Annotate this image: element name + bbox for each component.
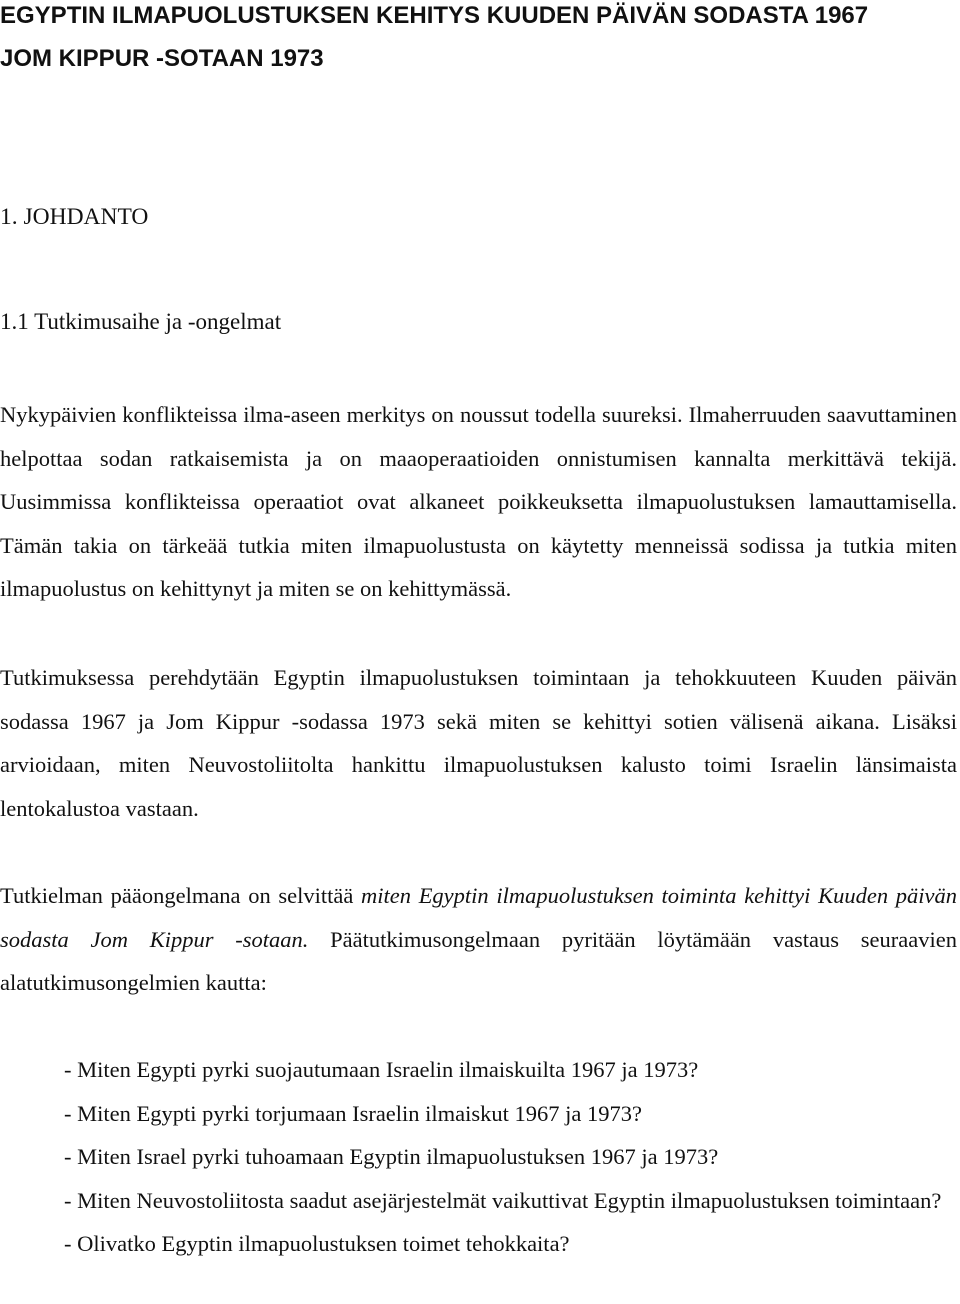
document-title-line-2: JOM KIPPUR -SOTAAN 1973 (0, 45, 324, 72)
list-item: - Miten Israel pyrki tuhoamaan Egyptin ilmapuolustuksen 1967 ja 1973? (64, 1144, 719, 1169)
main-problem-question: miten Egyptin ilmapuolustuksen toiminta kehittyi Kuuden päivän sodasta Jom Kippur -sotaan. (0, 883, 957, 952)
main-problem-paragraph (0, 874, 957, 1005)
main-problem-text-end: Päätutkimusongelmaan pyritään löytämään vastaus seuraavien alatutkimusongelmien kautta: (0, 926, 957, 995)
research-scope-paragraph: Tutkimuksessa perehdytään Egyptin ilmapuolustuksen toimintaan ja tehokkuuteen Kuuden päivän sodassa 1967 ja Jom Kippur -sodassa 1973 sekä miten se kehittyi sotien välisenä aikana. Lisäksi arvioidaan, miten Neuvostoliitolta hankittu ilmapuolustuksen kalusto toimi Israelin länsimaista lentokalustoa vastaan. (0, 665, 957, 821)
section-heading: 1. JOHDANTO (0, 204, 149, 230)
intro-paragraph: Nykypäivien konflikteissa ilma-aseen merkitys on noussut todella suureksi. Ilmaherruuden saavuttaminen helpottaa sodan ratkaisemista ja on maaoperaatioiden onnistumisen kannalta merkittävä tekijä. Uusimmissa konflikteissa operaatiot ovat alkaneet poikkeuksetta ilmapuolustuksen lamauttamisella. Tämän takia on tärkeää tutkia miten ilmapuolustusta on käytetty menneissä sodissa ja tutkia miten ilmapuolustus on kehittynyt ja miten se on kehittymässä. (0, 402, 957, 601)
list-item: - Miten Egypti pyrki torjumaan Israelin ilmaiskut 1967 ja 1973? (64, 1100, 643, 1126)
main-problem-text-start: Tutkielman pääongelmana on selvittää (0, 883, 362, 908)
list-item: - Miten Egypti pyrki suojautumaan Israelin ilmaiskuilta 1967 ja 1973? (64, 1057, 699, 1082)
subsection-heading: 1.1 Tutkimusaihe ja -ongelmat (0, 309, 282, 334)
document-title-line-1: EGYPTIN ILMAPUOLUSTUKSEN KEHITYS KUUDEN PÄIVÄN SODASTA 1967 (0, 2, 869, 29)
list-item: - Olivatko Egyptin ilmapuolustuksen toimet tehokkaita? (64, 1231, 570, 1256)
list-item: - Miten Neuvostoliitosta saadut asejärjestelmät vaikuttivat Egyptin ilmapuolustuksen toimintaan? (64, 1187, 942, 1213)
sub-questions-list (64, 1048, 957, 1266)
